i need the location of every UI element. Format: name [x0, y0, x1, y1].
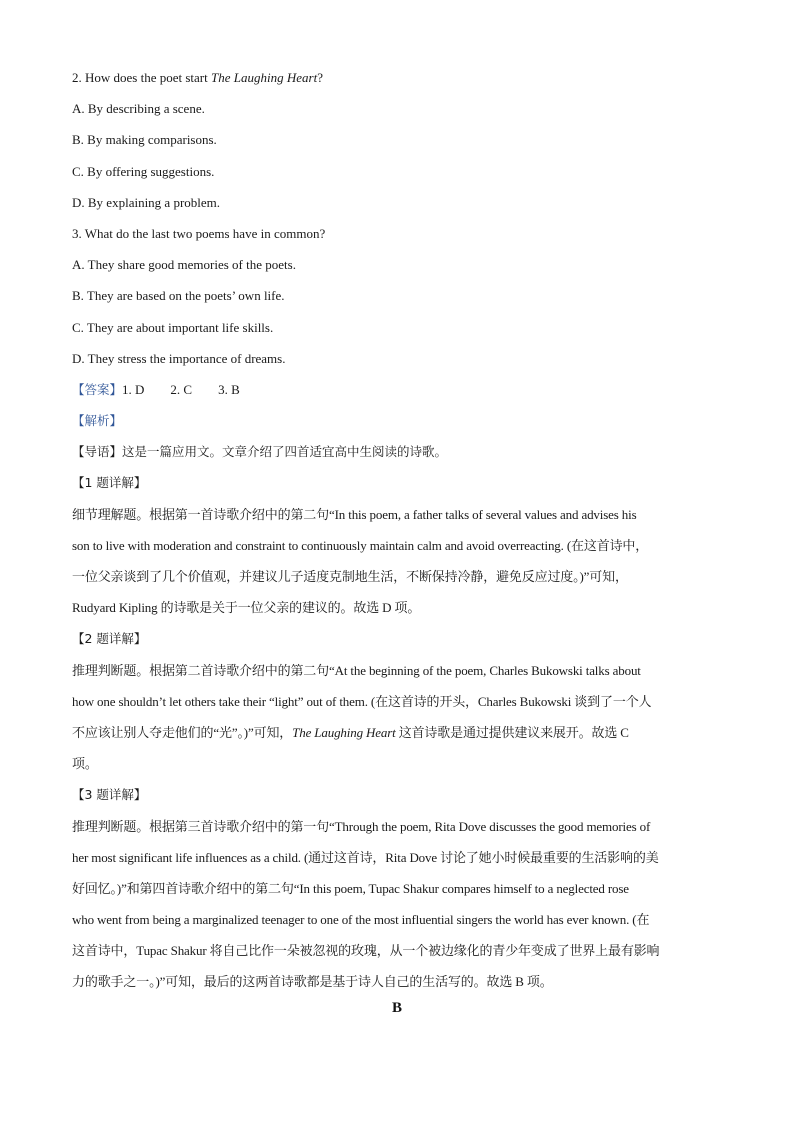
detail-3-body [72, 811, 722, 998]
detail-3-line: who went from being a marginalized teenager to one of the most influential singers the world has ever known. (在 [72, 912, 650, 928]
answer-label: 【答案】 [72, 381, 123, 397]
document-page [72, 62, 722, 998]
answer-2: 2. C [170, 381, 193, 397]
detail-2-text: 不应该让别人夺走他们的“光”。)”可知， [72, 724, 293, 740]
q2-option-d: D. By explaining a problem. [72, 194, 221, 210]
detail-2-line [72, 717, 722, 748]
detail-2-body [72, 655, 722, 780]
analysis-label: 【解析】 [72, 413, 123, 429]
detail-1-line: 一位父亲谈到了几个价值观，并建议儿子适度克制地生活，不断保持冷静，避免反应过度。)”可知， [72, 569, 628, 584]
intro-text: 【导语】这是一篇应用文。文章介绍了四首适宜高中生阅读的诗歌。 [72, 444, 448, 460]
answer-1: 1. D [122, 381, 145, 397]
detail-3-line: 力的歌手之一。)”可知，最后的这两首诗歌都是基于诗人自己的生活写的。故选 B 项。 [72, 974, 553, 990]
answer-row [72, 374, 722, 405]
q3-option-b: B. They are based on the poets’ own life. [72, 288, 285, 304]
analysis-heading [72, 405, 722, 436]
detail-2-line: 项。 [72, 756, 98, 772]
detail-1-line: son to live with moderation and constraint to continuously maintain calm and avoid overreacting. (在这首诗中， [72, 537, 649, 553]
detail-3-heading: 【3 题详解】 [72, 787, 147, 803]
question-2-stem [72, 62, 722, 93]
detail-1-body [72, 499, 722, 624]
q2-stem-text: 2. How does the poet start [72, 70, 212, 85]
q2-stem-end: ? [317, 70, 323, 85]
detail-3-line: her most significant life influences as a child. (通过这首诗，Rita Dove 讨论了她小时候最重要的生活影响的美 [72, 849, 659, 865]
q3-option-a: A. They share good memories of the poets. [72, 257, 296, 273]
q2-option-a: A. By describing a scene. [72, 101, 205, 117]
detail-3-line: 这首诗中，Tupac Shakur 将自己比作一朵被忽视的玫瑰，从一个被边缘化的青少年变成了世界上最有影响 [72, 943, 660, 959]
detail-2-line: how one shouldn’t let others take their “light” out of them. (在这首诗的开头，Charles Bukowski 谈到了一个人 [72, 693, 652, 709]
q2-option-c: C. By offering suggestions. [72, 163, 215, 179]
question-3-stem: 3. What do the last two poems have in common? [72, 225, 326, 241]
q2-poem-title: The Laughing Heart [211, 70, 318, 85]
detail-2-poem-title: The Laughing Heart [292, 724, 396, 740]
section-mark: B [391, 1000, 402, 1016]
q3-option-c: C. They are about important life skills. [72, 319, 274, 335]
detail-2-text-end: 这首诗歌是通过提供建议来展开。故选 C [395, 724, 629, 740]
detail-2-line: 推理判断题。根据第二首诗歌介绍中的第二句“At the beginning of the poem, Charles Bukowski talks about [72, 662, 641, 678]
detail-1-line: 细节理解题。根据第一首诗歌介绍中的第二句“In this poem, a father talks of several values and advises his [72, 506, 637, 522]
detail-2-heading: 【2 题详解】 [72, 631, 147, 647]
q2-option-b: B. By making comparisons. [72, 132, 217, 148]
detail-1-line: Rudyard Kipling 的诗歌是关于一位父亲的建议的。故选 D 项。 [72, 600, 421, 616]
q3-option-d: D. They stress the importance of dreams. [72, 350, 286, 366]
detail-3-line: 好回忆。)”和第四首诗歌介绍中的第二句“In this poem, Tupac Shakur compares himself to a neglected rose [72, 880, 629, 896]
detail-1-heading: 【1 题详解】 [72, 475, 147, 491]
detail-3-line: 推理判断题。根据第三首诗歌介绍中的第一句“Through the poem, Rita Dove discusses the good memories of [72, 818, 651, 834]
answer-3: 3. B [218, 381, 240, 397]
